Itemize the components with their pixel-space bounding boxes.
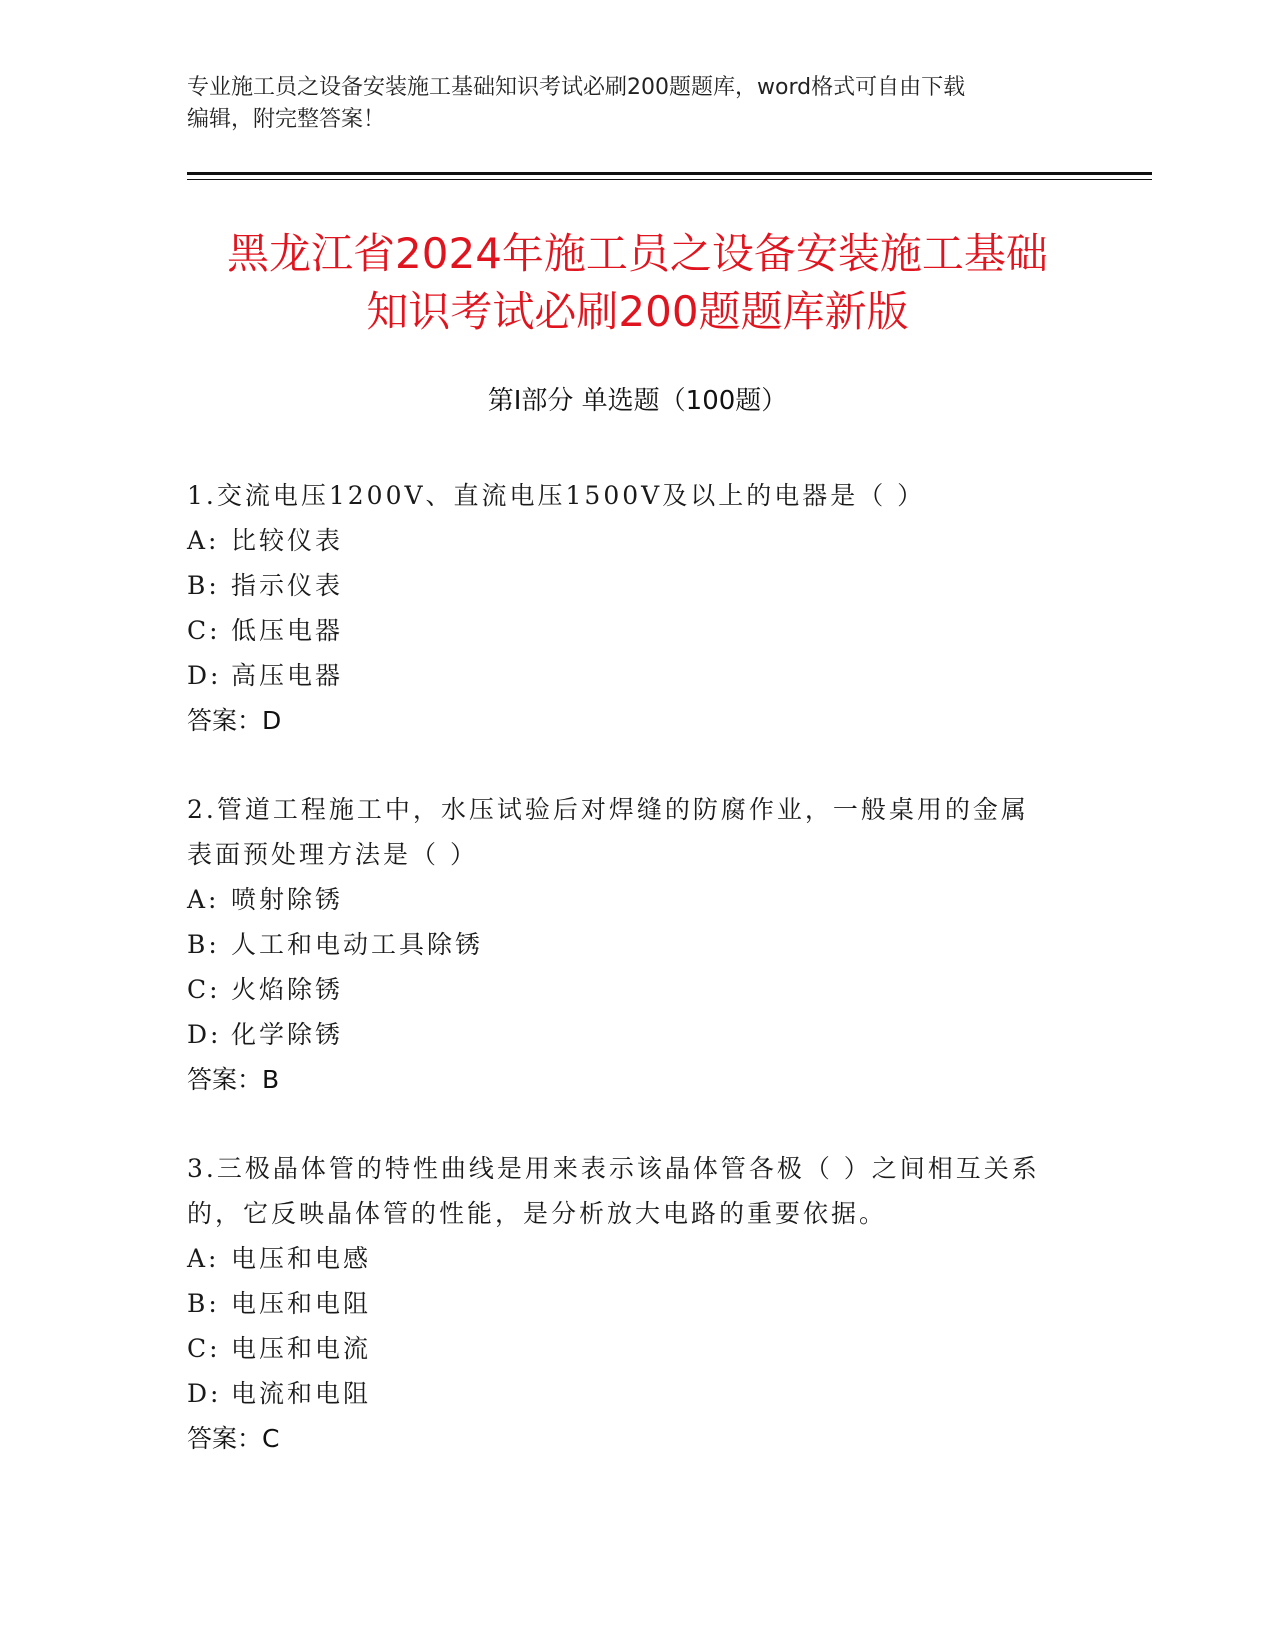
intro-text [187, 72, 1087, 136]
option-b [187, 563, 1087, 608]
option-letter: B: [187, 930, 220, 959]
option-letter: B: [187, 1289, 220, 1318]
option-letter: C: [187, 1334, 221, 1363]
option-letter: D: [187, 1020, 222, 1049]
question-2 [187, 787, 1087, 1102]
option-letter: A: [187, 526, 220, 555]
option-c [187, 967, 1087, 1012]
answer-label: 答案：D [187, 706, 282, 735]
question-3 [187, 1146, 1087, 1461]
option-d [187, 653, 1087, 698]
option-text: 人工和电动工具除锈 [231, 930, 484, 959]
document-title [90, 225, 1185, 341]
intro-line-1: 专业施工员之设备安装施工基础知识考试必刷200题题库，word格式可自由下载 [187, 75, 966, 100]
question-stem-line-1: 2.管道工程施工中，水压试验后对焊缝的防腐作业，一般桌用的金属 [187, 795, 1029, 824]
title-line-1: 黑龙江省2024年施工员之设备安装施工基础 [227, 229, 1048, 278]
question-1 [187, 473, 1087, 743]
option-text: 火焰除锈 [231, 975, 344, 1004]
option-a [187, 1236, 1087, 1281]
option-c [187, 608, 1087, 653]
option-text: 比较仪表 [231, 526, 344, 555]
answer-label: 答案：C [187, 1424, 280, 1453]
option-d [187, 1012, 1087, 1057]
option-text: 电压和电流 [231, 1334, 372, 1363]
option-text: 低压电器 [231, 616, 344, 645]
question-stem-line-2: 的，它反映晶体管的性能，是分析放大电路的重要依据。 [187, 1199, 888, 1228]
option-a [187, 518, 1087, 563]
option-b [187, 922, 1087, 967]
option-b [187, 1281, 1087, 1326]
option-text: 电压和电感 [231, 1244, 372, 1273]
option-letter: A: [187, 1244, 220, 1273]
option-a [187, 877, 1087, 922]
option-text: 电流和电阻 [231, 1379, 372, 1408]
option-letter: C: [187, 975, 221, 1004]
question-stem-line-1: 3.三极晶体管的特性曲线是用来表示该晶体管各极（ ）之间相互关系 [187, 1154, 1040, 1183]
option-letter: B: [187, 571, 220, 600]
header-divider-thick [187, 172, 1152, 175]
option-text: 指示仪表 [231, 571, 344, 600]
header-divider-thin [187, 179, 1152, 180]
question-stem-line-2: 表面预处理方法是（ ） [187, 840, 478, 869]
option-text: 化学除锈 [231, 1020, 344, 1049]
answer-label: 答案：B [187, 1065, 280, 1094]
option-letter: D: [187, 661, 222, 690]
intro-line-2: 编辑，附完整答案！ [187, 107, 386, 132]
section-heading: 第Ⅰ部分 单选题（100题） [487, 386, 788, 416]
option-text: 电压和电阻 [231, 1289, 372, 1318]
option-d [187, 1371, 1087, 1416]
question-list [187, 473, 1087, 1505]
option-letter: A: [187, 885, 220, 914]
title-line-2: 知识考试必刷200题题库新版 [366, 287, 909, 336]
option-letter: C: [187, 616, 221, 645]
option-text: 喷射除锈 [231, 885, 344, 914]
option-letter: D: [187, 1379, 222, 1408]
option-text: 高压电器 [231, 661, 344, 690]
option-c [187, 1326, 1087, 1371]
question-stem: 1.交流电压1200V、直流电压1500V及以上的电器是（ ） [187, 481, 926, 510]
